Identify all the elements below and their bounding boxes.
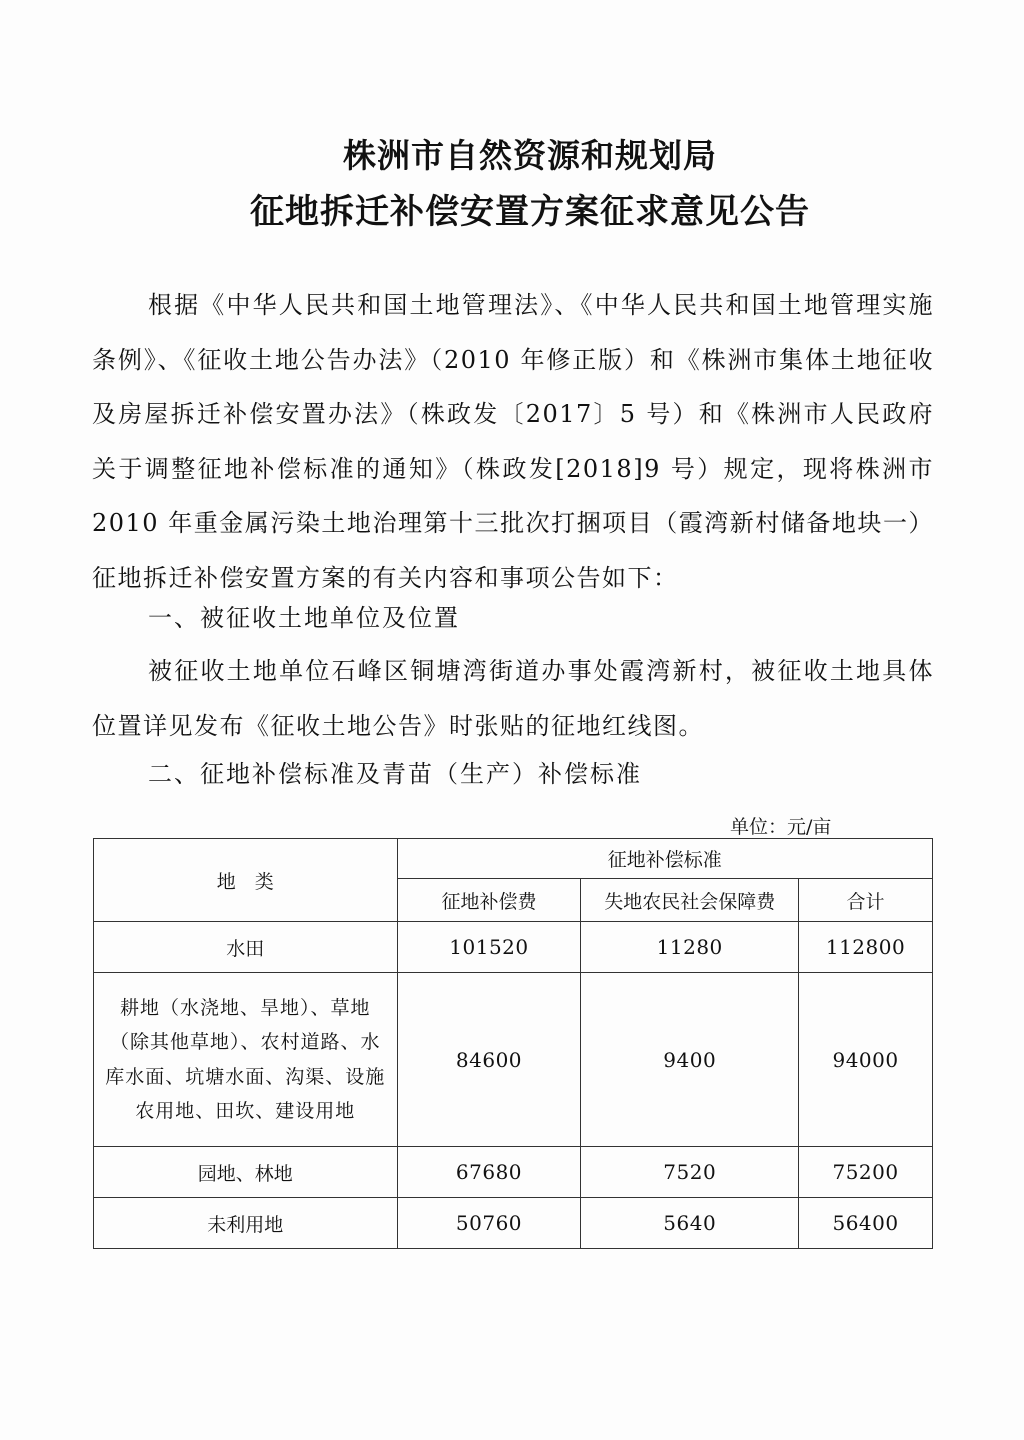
fee-cell: 101520 xyxy=(397,922,581,973)
table-header-row xyxy=(94,839,933,879)
document-title-line2: 征地拆迁补偿安置方案征求意见公告 xyxy=(250,192,810,232)
social-cell: 9400 xyxy=(581,973,799,1147)
social-cell: 5640 xyxy=(581,1198,799,1249)
header-fee: 征地补偿费 xyxy=(397,879,581,922)
document-title-line1: 株洲市自然资源和规划局 xyxy=(343,136,717,175)
total-cell: 75200 xyxy=(799,1147,933,1198)
total-cell: 112800 xyxy=(799,922,933,973)
fee-cell: 84600 xyxy=(397,973,581,1147)
section1-heading: 一、被征收土地单位及位置 xyxy=(148,604,460,632)
intro-paragraph: 根据《中华人民共和国土地管理法》、《中华人民共和国土地管理实施条例》、《征收土地公告办法》（2010 年修正版）和《株洲市集体土地征收及房屋拆迁补偿安置办法》（株政发〔2017〕5 号）和《株洲市人民政府关于调整征地补偿标准的通知》（株政发[2018]9 号）规定，现将株洲市 2010 年重金属污染土地治理第十三批次打捆项目（霞湾新村储备地块一）征地拆迁补偿安置方案的有关内容和事项公告如下： xyxy=(92,291,934,592)
header-land-type: 地 类 xyxy=(94,839,398,922)
fee-cell: 50760 xyxy=(397,1198,581,1249)
total-cell: 56400 xyxy=(799,1198,933,1249)
land-type-cell: 耕地（水浇地、旱地）、草地（除其他草地）、农村道路、水库水面、坑塘水面、沟渠、设施农用地、田坎、建设用地 xyxy=(94,973,398,1147)
land-type-cell: 未利用地 xyxy=(94,1198,398,1249)
fee-cell: 67680 xyxy=(397,1147,581,1198)
table-row xyxy=(94,922,933,973)
header-social-security: 失地农民社会保障费 xyxy=(581,879,799,922)
social-cell: 11280 xyxy=(581,922,799,973)
header-total: 合计 xyxy=(799,879,933,922)
table-row xyxy=(94,1147,933,1198)
social-cell: 7520 xyxy=(581,1147,799,1198)
total-cell: 94000 xyxy=(799,973,933,1147)
land-type-cell: 水田 xyxy=(94,922,398,973)
section2-heading: 二、征地补偿标准及青苗（生产）补偿标准 xyxy=(148,760,642,788)
compensation-table xyxy=(93,838,933,1249)
table-row xyxy=(94,973,933,1147)
table-row xyxy=(94,1198,933,1249)
unit-note: 单位：元/亩 xyxy=(730,816,832,838)
header-compensation-group: 征地补偿标准 xyxy=(397,839,932,879)
section1-paragraph: 被征收土地单位石峰区铜塘湾街道办事处霞湾新村，被征收土地具体位置详见发布《征收土地公告》时张贴的征地红线图。 xyxy=(92,657,934,740)
land-type-cell: 园地、林地 xyxy=(94,1147,398,1198)
